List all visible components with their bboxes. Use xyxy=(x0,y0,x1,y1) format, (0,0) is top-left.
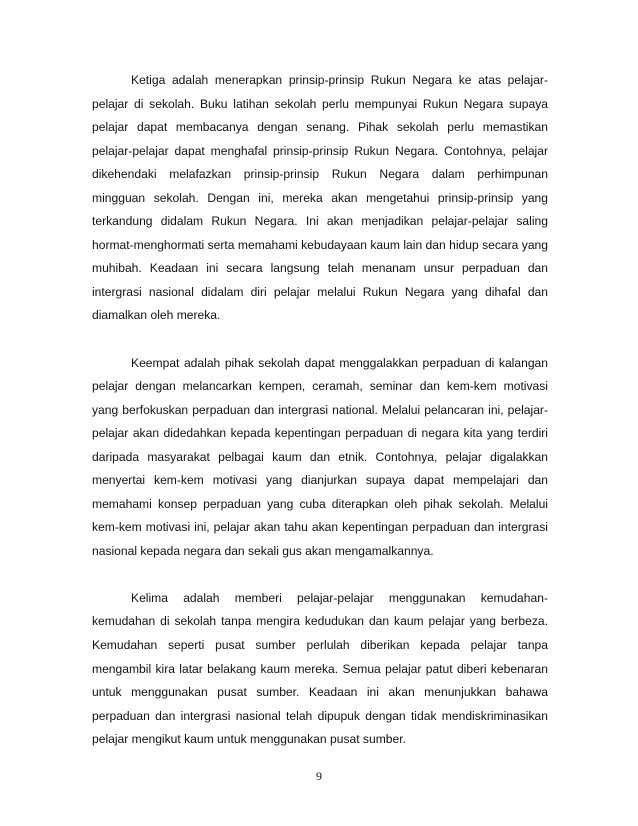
body-text xyxy=(92,69,548,752)
paragraph-kelima: Kelima adalah memberi pelajar-pelajar menggunakan kemudahan-kemudahan di sekolah tanpa mengira kedudukan dan kaum pelajar yang berbeza. Kemudahan seperti pusat sumber perlulah diberikan kepada pelajar tanpa mengambil kira latar belakang kaum mereka. Semua pelajar patut diberi kebenaran untuk menggunakan pusat sumber. Keadaan ini akan menunjukkan bahawa perpaduan dan intergrasi nasional telah dipupuk dengan tidak mendiskriminasikan pelajar mengikut kaum untuk menggunakan pusat sumber. xyxy=(92,590,548,747)
paragraph-ketiga: Ketiga adalah menerapkan prinsip-prinsip Rukun Negara ke atas pelajar-pelajar di sekolah. Buku latihan sekolah perlu mempunyai Rukun Negara supaya pelajar dapat membacanya dengan senang. Pihak sekolah perlu memastikan pelajar-pelajar dapat menghafal prinsip-prinsip Rukun Negara. Contohnya, pelajar dikehendaki melafazkan prinsip-prinsip Rukun Negara dalam perhimpunan mingguan sekolah. Dengan ini, mereka akan mengetahui prinsip-prinsip yang terkandung didalam Rukun Negara. Ini akan menjadikan pelajar-pelajar saling hormat-menghormati serta memahami kebudayaan kaum lain dan hidup secara yang muhibah. Keadaan ini secara langsung telah menanam unsur perpaduan dan intergrasi nasional didalam diri pelajar melalui Rukun Negara yang dihafal dan diamalkan oleh mereka. xyxy=(92,73,548,323)
page-number: 9 xyxy=(316,769,322,783)
paragraph-keempat: Keempat adalah pihak sekolah dapat menggalakkan perpaduan di kalangan pelajar dengan melancarkan kempen, ceramah, seminar dan kem-kem motivasi yang berfokuskan perpaduan dan intergrasi national. Melalui pelancaran ini, pelajar-pelajar akan didedahkan kepada kepentingan perpaduan di negara kita yang terdiri daripada masyarakat pelbagai kaum dan etnik. Contohnya, pelajar digalakkan menyertai kem-kem motivasi yang dianjurkan supaya dapat mempelajari dan memahami konsep perpaduan yang cuba diterapkan oleh pihak sekolah. Melalui kem-kem motivasi ini, pelajar akan tahu akan kepentingan perpaduan dan intergrasi nasional kepada negara dan sekali gus akan mengamalkannya. xyxy=(92,355,548,558)
